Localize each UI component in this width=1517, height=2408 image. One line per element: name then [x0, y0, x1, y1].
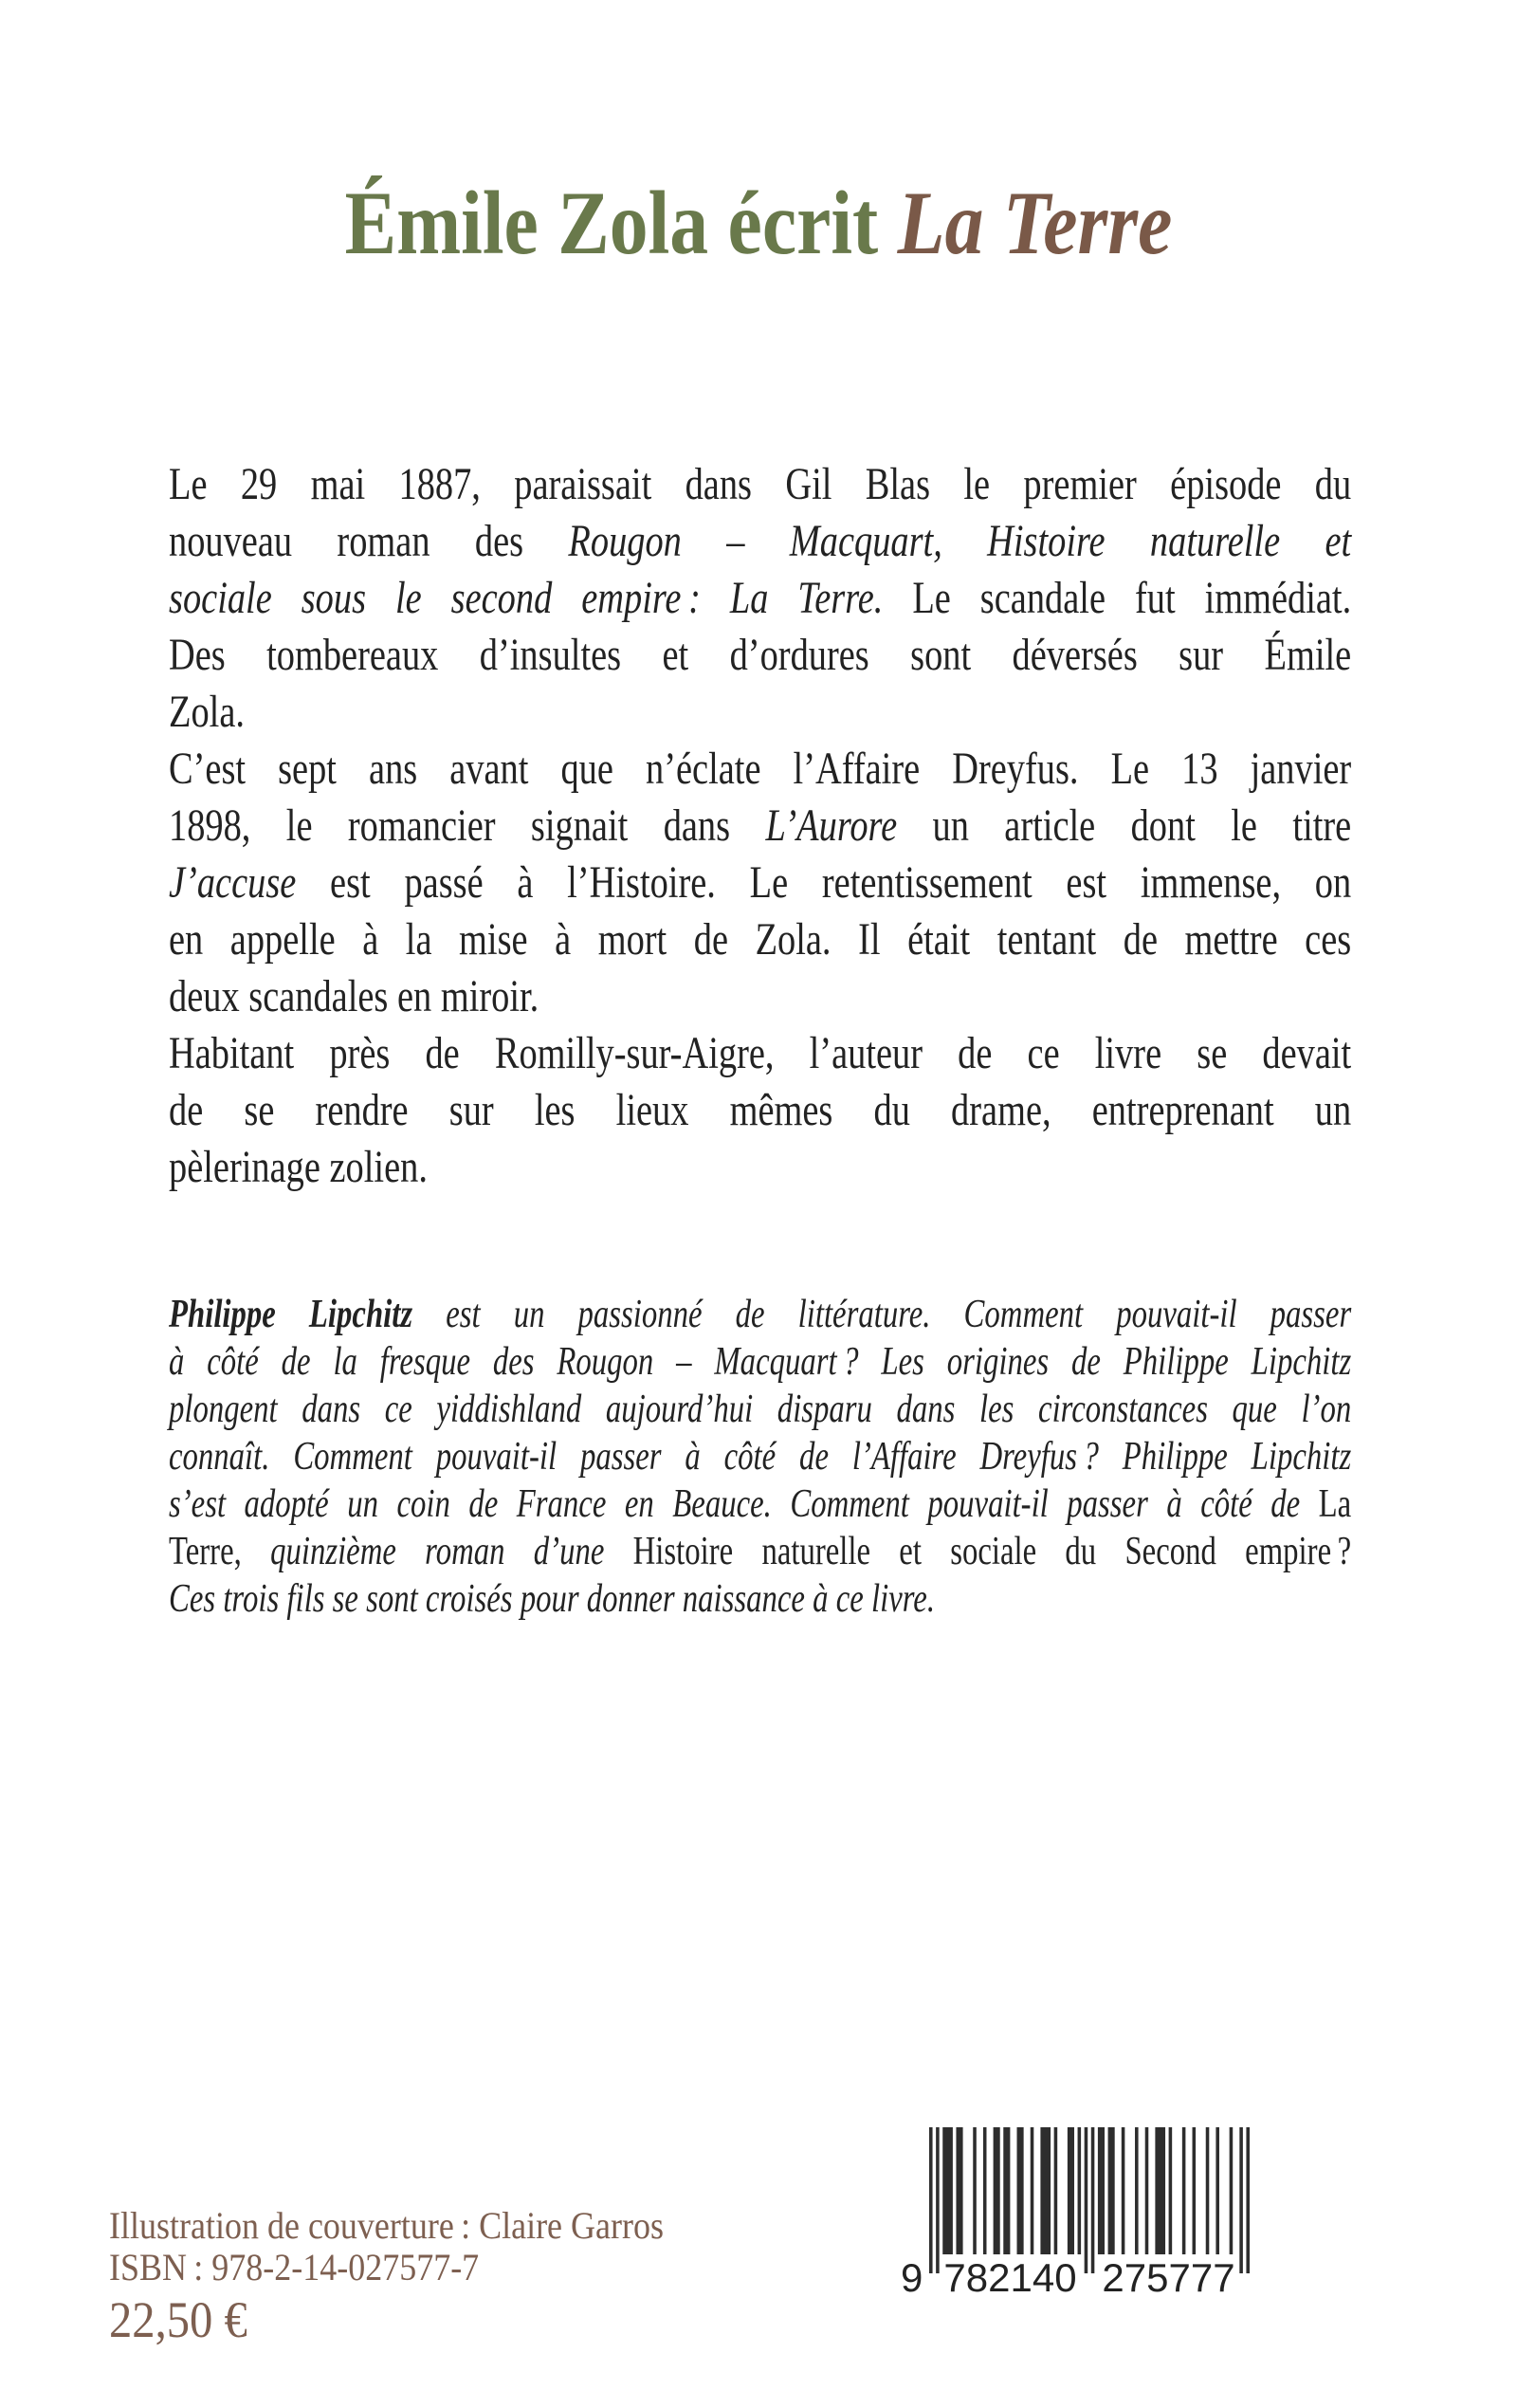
text-line: [169, 1025, 1351, 1082]
text-segment: pèlerinage zolien.: [169, 1142, 428, 1192]
barcode-digit-group: 275777: [1102, 2255, 1235, 2300]
barcode-bar: [973, 2127, 977, 2254]
text-segment: Ces trois fils se sont croisés pour donner naissance à ce livre.: [169, 1577, 936, 1621]
barcode-bar: [1193, 2127, 1197, 2254]
barcode-digit-group: 9: [901, 2255, 923, 2300]
text-segment: Habitant près de Romilly-sur-Aigre, l’auteur de ce livre se devait: [169, 1028, 1352, 1078]
barcode-bar: [1239, 2127, 1243, 2273]
price: 22,50 €: [109, 2291, 247, 2348]
text-segment: Le scandale fut immédiat.: [883, 573, 1352, 623]
text-segment: plongent dans ce yiddishland aujourd’hui disparu dans les circonstances que l’on: [169, 1388, 1352, 1431]
text-line: [169, 1139, 1351, 1196]
barcode-digit-group: 782140: [943, 2255, 1077, 2300]
barcode-bar: [1003, 2127, 1010, 2254]
title-segment: La Terre: [897, 173, 1173, 273]
text-line: [169, 1291, 1351, 1338]
text-segment: Zola.: [169, 687, 245, 737]
text-segment: Histoire naturelle et sociale du Second empire ?: [632, 1530, 1352, 1573]
text-line: [169, 1386, 1351, 1433]
barcode-bar: [956, 2127, 962, 2254]
text-segment: L’Aurore: [765, 800, 898, 851]
barcode-bar: [1068, 2127, 1074, 2254]
barcode-bar: [942, 2127, 953, 2254]
text-line: [169, 1082, 1351, 1139]
barcode-bar: [929, 2127, 933, 2273]
text-segment: 1898, le romancier signait dans: [169, 800, 766, 851]
barcode-bar: [983, 2127, 987, 2254]
text-line: [169, 1433, 1351, 1480]
barcode-bar: [1206, 2127, 1210, 2254]
text-line: [169, 798, 1351, 855]
text-segment: Philippe Lipchitz: [169, 1293, 413, 1336]
barcode-bar: [1122, 2127, 1125, 2254]
text-line: [169, 911, 1351, 968]
text-segment: est un passionné de littérature. Comment pouvait-il passer: [412, 1293, 1352, 1336]
text-segment: à côté de la fresque des Rougon – Macquart ? Les origines de Philippe Lipchitz: [169, 1340, 1352, 1384]
text-segment: Des tombereaux d’insultes et d’ordures sont déversés sur Émile: [169, 630, 1352, 680]
text-line: [169, 1528, 1351, 1575]
text-segment: Rougon – Macquart, Histoire naturelle et: [568, 516, 1352, 566]
barcode-bar: [1091, 2127, 1095, 2273]
text-line: [169, 1575, 1351, 1623]
barcode-bar: [1182, 2127, 1186, 2254]
barcode-bar: [936, 2127, 940, 2273]
text-line: [169, 1480, 1351, 1528]
text-segment: La: [1318, 1482, 1352, 1526]
barcode-bar: [1155, 2127, 1165, 2254]
barcode-bar: [1108, 2127, 1115, 2254]
text-segment: J’accuse: [169, 857, 297, 908]
text-segment: deux scandales en miroir.: [169, 971, 539, 1021]
text-segment: s’est adopté un coin de France en Beauce. Comment pouvait-il passer à côté de: [169, 1482, 1319, 1526]
book-title: [106, 173, 1411, 273]
barcode-bar: [1215, 2127, 1219, 2254]
barcode-bar: [1145, 2127, 1149, 2254]
text-line: [169, 741, 1351, 798]
barcode-bar: [1246, 2127, 1250, 2273]
barcode-bar: [1031, 2127, 1034, 2254]
isbn-number: ISBN : 978-2-14-027577-7: [109, 2246, 480, 2289]
author-bio-text: [169, 1291, 1351, 1623]
barcode-bar: [1017, 2127, 1024, 2254]
barcode-bar: [1230, 2127, 1234, 2254]
barcode-bar: [1040, 2127, 1051, 2254]
cover-illustration-credit: Illustration de couverture : Claire Garros: [109, 2204, 664, 2247]
barcode-bar: [1169, 2127, 1173, 2254]
barcode-bar: [1054, 2127, 1058, 2254]
barcode-bar: [1085, 2127, 1088, 2273]
text-segment: quinzième roman d’une: [241, 1530, 633, 1573]
text-line: [169, 968, 1351, 1025]
text-segment: Terre,: [169, 1530, 242, 1573]
text-line: [169, 456, 1351, 513]
text-segment: est passé à l’Histoire. Le retentissement est immense, on: [296, 857, 1352, 908]
barcode-bar: [1135, 2127, 1139, 2254]
text-segment: C’est sept ans avant que n’éclate l’Affaire Dreyfus. Le 13 janvier: [169, 744, 1352, 794]
text-segment: Le 29 mai 1887, paraissait dans Gil Blas le premier épisode du: [169, 459, 1352, 509]
footer-info: [109, 2204, 664, 2348]
text-line: [169, 684, 1351, 741]
text-line: [169, 627, 1351, 684]
synopsis-text: [169, 456, 1351, 1196]
text-line: [169, 1338, 1351, 1386]
text-segment: connaît. Comment pouvait-il passer à côté de l’Affaire Dreyfus ? Philippe Lipchitz: [169, 1435, 1352, 1479]
title-segment: Émile Zola écrit: [344, 173, 898, 273]
text-line: [169, 513, 1351, 570]
text-segment: un article dont le titre: [897, 800, 1352, 851]
text-segment: de se rendre sur les lieux mêmes du drame, entreprenant un: [169, 1085, 1352, 1135]
barcode-bar: [1078, 2127, 1082, 2254]
ean13-barcode: [901, 2127, 1253, 2298]
text-line: [169, 570, 1351, 627]
text-line: [169, 855, 1351, 911]
text-segment: sociale sous le second empire : La Terre.: [169, 573, 884, 623]
barcode-bar: [1098, 2127, 1105, 2254]
text-segment: en appelle à la mise à mort de Zola. Il était tentant de mettre ces: [169, 914, 1352, 965]
text-segment: nouveau roman des: [169, 516, 569, 566]
barcode-bar: [994, 2127, 1000, 2254]
